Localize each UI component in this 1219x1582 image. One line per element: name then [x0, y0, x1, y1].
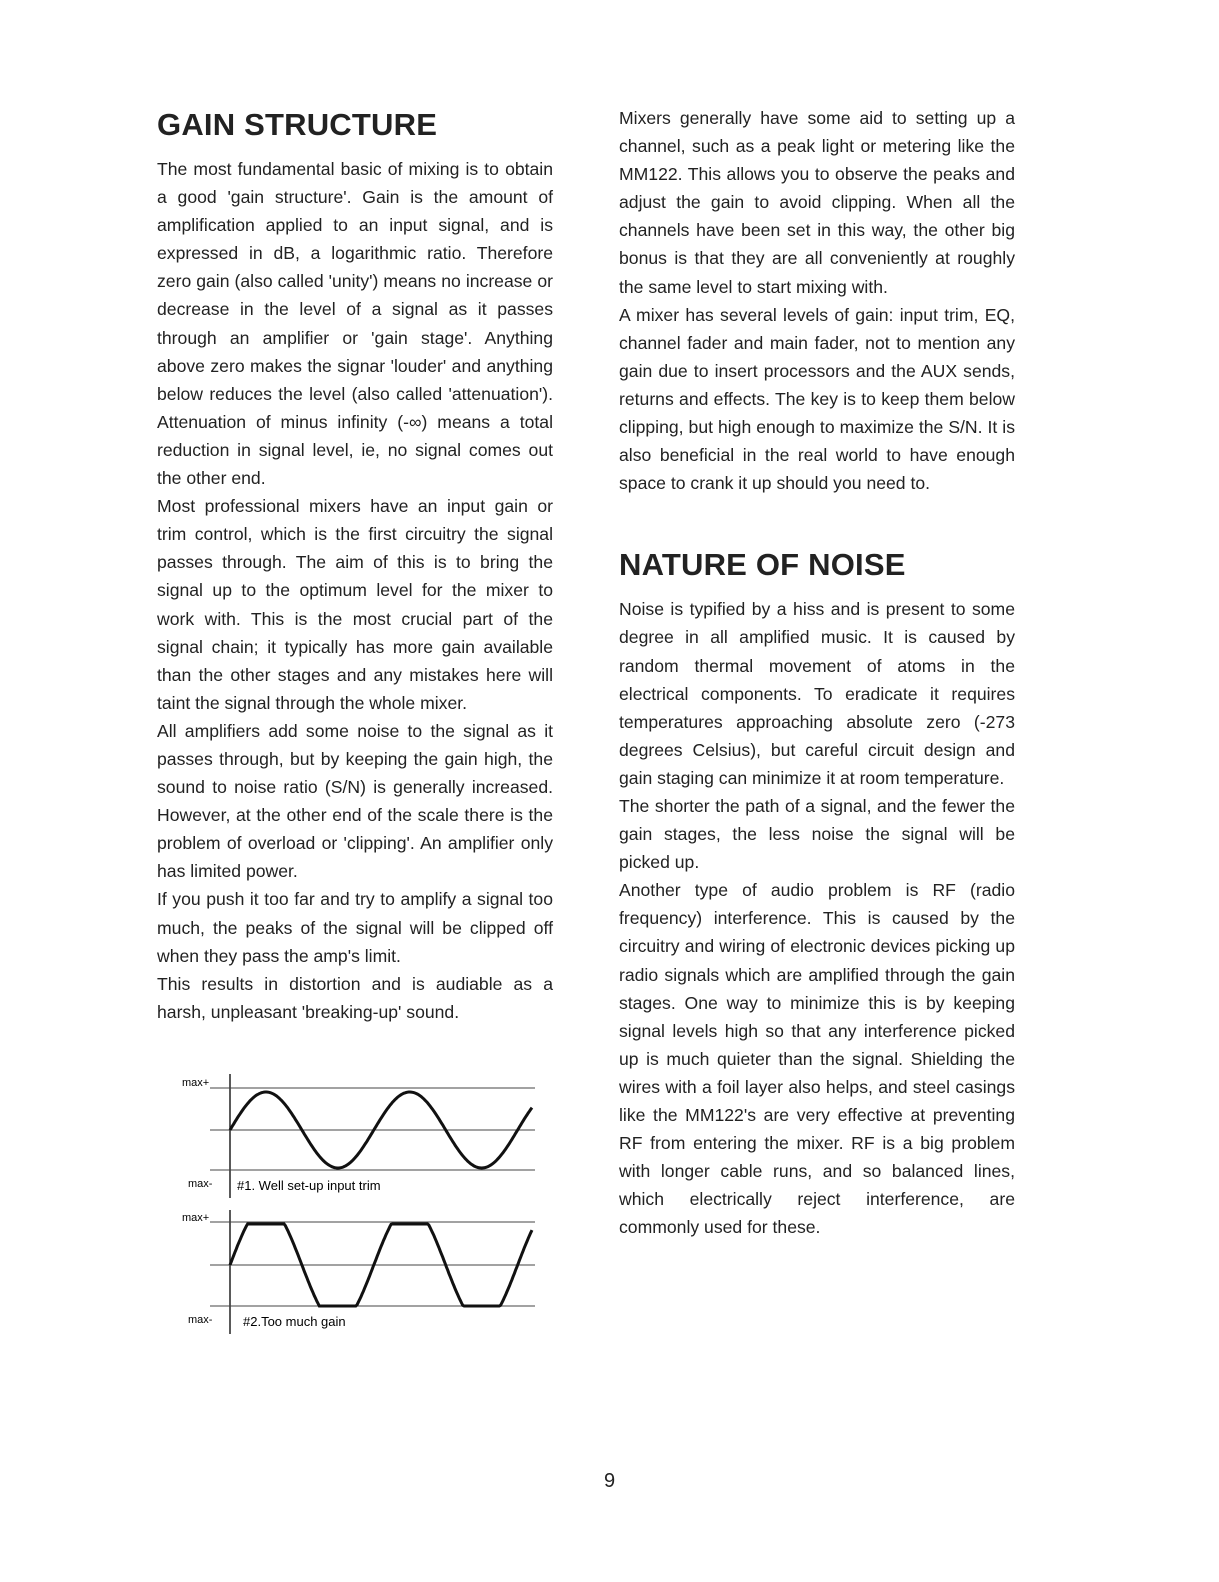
wave2-max-minus-label: max-	[188, 1314, 213, 1326]
nature-of-noise-heading: NATURE OF NOISE	[619, 547, 906, 583]
gain-structure-paragraph: If you push it too far and try to amplify a signal too much, the peaks of the signal will be clipped off when they pass the amp's limit.	[157, 889, 553, 966]
gain-structure-continued	[619, 104, 1015, 497]
wave2-max-plus-label: max+	[182, 1212, 210, 1224]
nature-of-noise-paragraph: Noise is typified by a hiss and is present to some degree in all amplified music. It is caused by random thermal movement of atoms in the electrical components. To eradicate it requires temperatures approaching absolute zero (-273 degrees Celsius), but careful circuit design and gain staging can minimize it at room temperature.	[619, 599, 1015, 788]
wave2-panel	[182, 1210, 535, 1334]
gain-structure-paragraph: Most professional mixers have an input gain or trim control, which is the first circuitry the signal passes through. The aim of this is to bring the signal up to the optimum level for the mixer to work with. This is the most crucial part of the signal chain; it typically has more gain available than the other stages and any mistakes here will taint the signal through the whole mixer.	[157, 496, 553, 713]
gain-structure-paragraph: This results in distortion and is audiable as a harsh, unpleasant 'breaking-up' sound.	[157, 973, 553, 1022]
wave1-max-minus-label: max-	[188, 1178, 213, 1190]
nature-of-noise-paragraph: The shorter the path of a signal, and the fewer the gain stages, the less noise the signal will be picked up.	[619, 795, 1015, 873]
nature-of-noise-paragraph: Another type of audio problem is RF (radio frequency) interference. This is caused by the circuitry and wiring of electronic devices picking up radio signals which are amplified through the gain stages. One way to minimize this is by keeping signal levels high so that any interference picked up is much quieter than the signal. Shielding the wires with a foil layer also helps, and steel casings like the MM122's are very effective at preventing RF from entering the mixer. RF is a big problem with longer cable runs, and so balanced lines, which electrically reject interference, are commonly used for these.	[619, 880, 1015, 1238]
wave2-caption: #2.Too much gain	[243, 1314, 346, 1329]
left-column	[157, 104, 553, 1026]
wave1-panel	[182, 1074, 535, 1198]
gain-structure-cont-paragraph: A mixer has several levels of gain: input trim, EQ, channel fader and main fader, not to mention any gain due to insert processors and the AUX sends, returns and effects. The key is to keep them below clipping, but high enough to maximize the S/N. It is also beneficial in the real world to have enough space to crank it up should you need to.	[619, 304, 1015, 494]
page-number: 9	[603, 1470, 616, 1492]
gain-structure-cont-paragraph: Mixers generally have some aid to setting up a channel, such as a peak light or metering like the MM122. This allows you to observe the peaks and adjust the gain to avoid clipping. When all the channels have been set in this way, the other big bonus is that they are all conveniently at roughly the same level to start mixing with.	[619, 108, 1015, 297]
gain-structure-paragraph: The most fundamental basic of mixing is to obtain a good 'gain structure'. Gain is the amount of amplification applied to an input signal, and is expressed in dB, a logarithmic ratio. Therefore zero gain (also called 'unity') means no increase or decrease in the level of a signal as it passes through an amplifier or 'gain stage'. Anything above zero makes the signar 'louder' and anything below reduces the level (also called 'attenuation'). Attenuation of minus infinity (-∞) means a total reduction in signal level, ie, no signal comes out the other end.	[157, 159, 553, 489]
wave1-caption: #1. Well set-up input trim	[237, 1178, 381, 1193]
gain-structure-heading: GAIN STRUCTURE	[157, 107, 438, 142]
gain-structure-paragraph: All amplifiers add some noise to the signal as it passes through, but by keeping the gain high, the sound to noise ratio (S/N) is generally increased. However, at the other end of the scale there is the problem of overload or 'clipping'. An amplifier only has limited power.	[157, 720, 553, 882]
wave1-max-plus-label: max+	[182, 1077, 210, 1089]
waveform-diagram	[180, 1072, 540, 1342]
gain-waveform-figure	[180, 1072, 540, 1342]
right-column	[619, 104, 1015, 1241]
